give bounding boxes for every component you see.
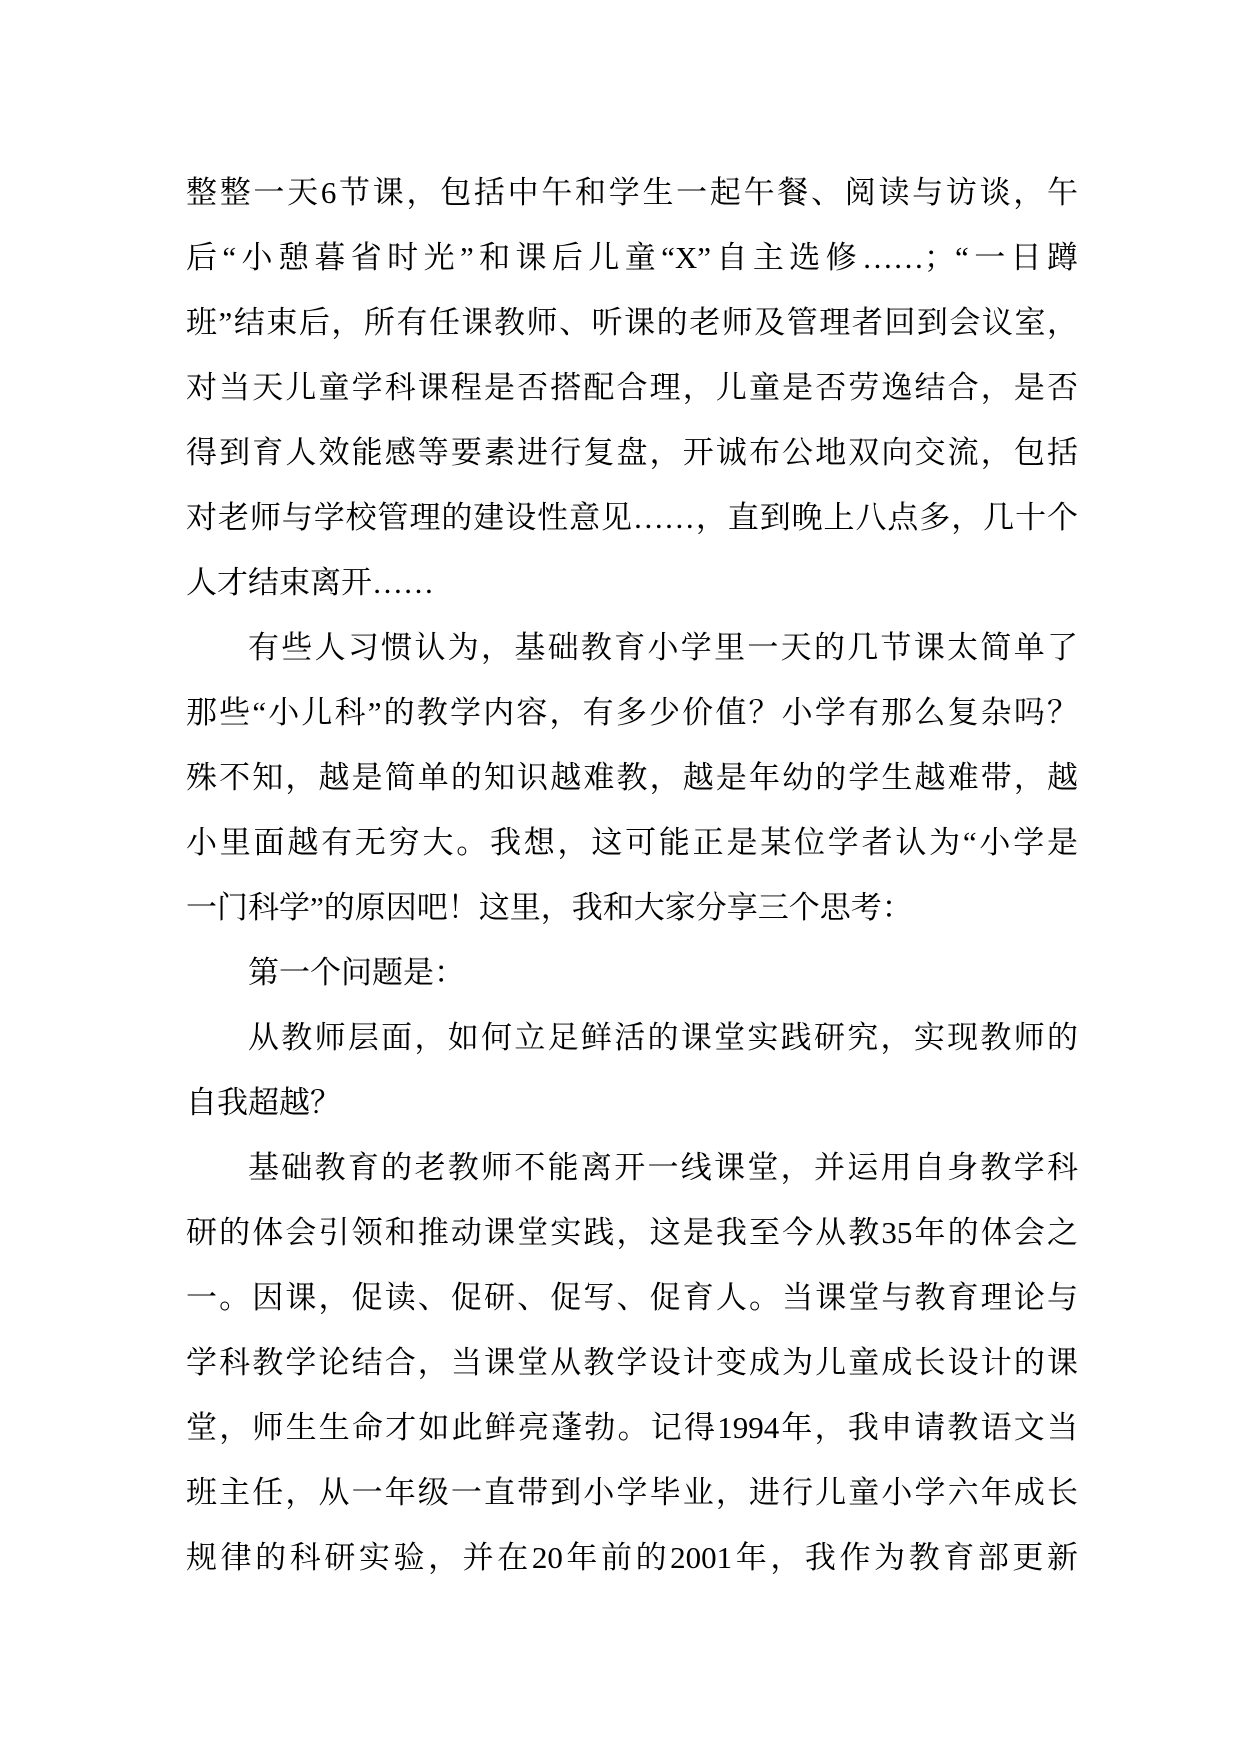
paragraph [186,615,1078,940]
text-line: 班”结束后，所有任课教师、听课的老师及管理者回到会议室， [186,305,1078,340]
paragraph [186,1135,1078,1590]
text-line: 整整一天6节课，包括中午和学生一起午餐、阅读与访谈，午 [186,175,1078,210]
text-line: 人才结束离开…… [186,565,434,600]
text-line: 得到育人效能感等要素进行复盘，开诚布公地双向交流，包括 [186,435,1078,470]
text-line: 一门科学”的原因吧！这里，我和大家分享三个思考： [186,890,913,925]
text-line: 后“小憩暮省时光”和课后儿童“X”自主选修……；“一日蹲 [186,240,1078,275]
text-line: 有些人习惯认为，基础教育小学里一天的几节课太简单了 [248,630,1078,665]
paragraph [186,940,1078,1005]
text-line: 殊不知，越是简单的知识越难教，越是年幼的学生越难带，越 [186,760,1078,795]
text-line: 从教师层面，如何立足鲜活的课堂实践研究，实现教师的 [248,1020,1078,1055]
text-line: 那些“小儿科”的教学内容，有多少价值？小学有那么复杂吗？ [186,695,1078,730]
text-line: 第一个问题是： [248,955,465,990]
text-line: 自我超越？ [186,1085,341,1120]
text-line: 对老师与学校管理的建设性意见……，直到晚上八点多，几十个 [186,500,1078,535]
text-line: 堂，师生生命才如此鲜亮蓬勃。记得1994年，我申请教语文当 [186,1410,1078,1445]
text-line: 班主任，从一年级一直带到小学毕业，进行儿童小学六年成长 [186,1475,1078,1510]
text-line: 小里面越有无穷大。我想，这可能正是某位学者认为“小学是 [186,825,1078,860]
text-line: 一。因课，促读、促研、促写、促育人。当课堂与教育理论与 [186,1280,1078,1315]
text-line: 基础教育的老教师不能离开一线课堂，并运用自身教学科 [248,1150,1078,1185]
text-line: 规律的科研实验，并在20年前的2001年，我作为教育部更新 [186,1540,1078,1575]
text-line: 学科教学论结合，当课堂从教学设计变成为儿童成长设计的课 [186,1345,1078,1380]
text-line: 对当天儿童学科课程是否搭配合理，儿童是否劳逸结合，是否 [186,370,1078,405]
text-block [186,160,1078,1590]
paragraph [186,160,1078,615]
paragraph [186,1005,1078,1135]
text-line: 研的体会引领和推动课堂实践，这是我至今从教35年的体会之 [186,1215,1078,1250]
